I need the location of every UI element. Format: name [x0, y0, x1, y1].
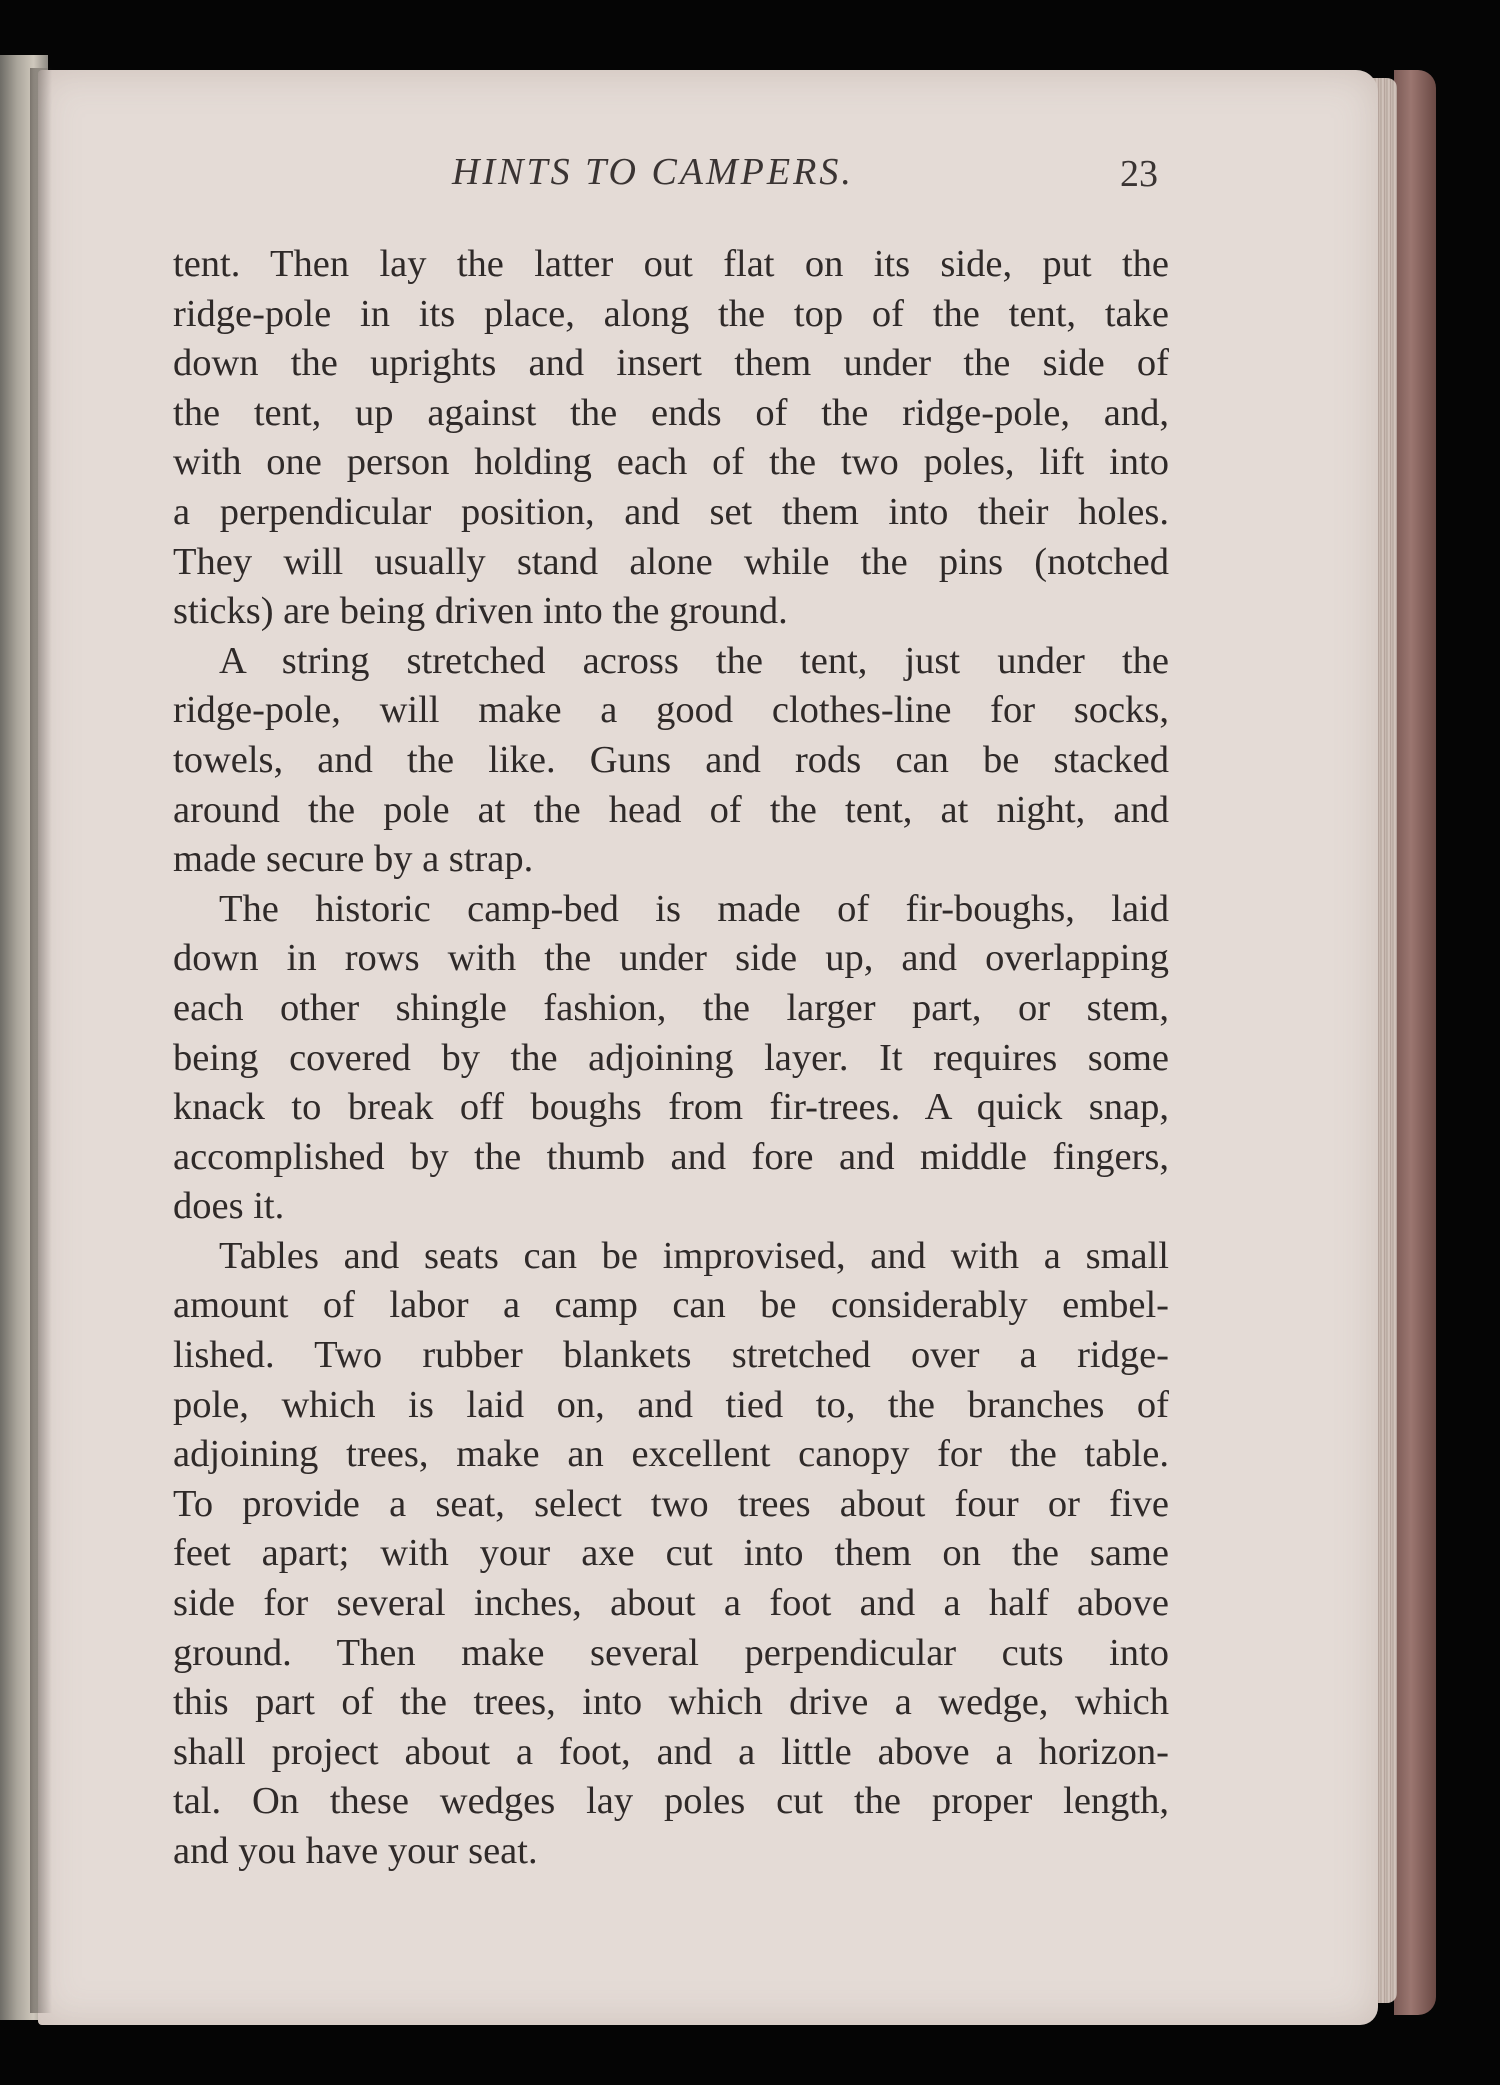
text-line: accomplished by the thumb and fore and middle fingers,: [173, 1135, 1169, 1178]
text-line: each other shingle fashion, the larger part, or stem,: [173, 986, 1169, 1029]
text-line: made secure by a strap.: [173, 838, 534, 881]
text-line: this part of the trees, into which drive a wedge, which: [173, 1681, 1169, 1724]
text-line: adjoining trees, make an excellent canopy for the table.: [173, 1433, 1169, 1476]
text-line: being covered by the adjoining layer. It requires some: [173, 1036, 1169, 1079]
text-line: tal. On these wedges lay poles cut the proper length,: [173, 1780, 1169, 1823]
text-line: the tent, up against the ends of the ridge-pole, and,: [173, 391, 1169, 434]
text-line: A string stretched across the tent, just under the: [219, 639, 1169, 682]
gutter-shadow: [30, 68, 52, 2013]
text-line: does it.: [173, 1185, 285, 1228]
text-line: with one person holding each of the two poles, lift into: [173, 441, 1169, 484]
text-line: down the uprights and insert them under the side of: [173, 342, 1169, 385]
text-line: knack to break off boughs from fir-trees. A quick snap,: [173, 1086, 1169, 1129]
text-line: feet apart; with your axe cut into them on the same: [173, 1532, 1169, 1575]
text-line: They will usually stand alone while the pins (notched: [173, 540, 1169, 583]
text-line: ridge-pole, will make a good clothes-line for socks,: [173, 689, 1169, 732]
text-line: and you have your seat.: [173, 1830, 538, 1872]
text-line: down in rows with the under side up, and overlapping: [173, 937, 1169, 980]
text-line: tent. Then lay the latter out flat on its side, put the: [173, 243, 1169, 285]
page-number: 23: [1120, 153, 1158, 195]
text-line: amount of labor a camp can be considerably embel-: [173, 1284, 1169, 1327]
text-line: side for several inches, about a foot and a half above: [173, 1582, 1169, 1625]
text-line: Tables and seats can be improvised, and with a small: [219, 1234, 1169, 1277]
text-line: around the pole at the head of the tent, at night, and: [173, 788, 1169, 831]
running-head: HINTS TO CAMPERS.: [452, 151, 854, 193]
text-line: lished. Two rubber blankets stretched over a ridge-: [173, 1334, 1169, 1377]
text-line: The historic camp-bed is made of fir-boughs, laid: [219, 887, 1169, 930]
text-line: shall project about a foot, and a little above a horizon-: [173, 1730, 1169, 1773]
text-line: pole, which is laid on, and tied to, the branches of: [173, 1383, 1169, 1426]
text-line: a perpendicular position, and set them into their holes.: [173, 490, 1169, 533]
body-text: [173, 240, 1169, 1877]
book-cover-edge: [1394, 70, 1436, 2015]
text-line: To provide a seat, select two trees about four or five: [173, 1482, 1169, 1525]
text-line: ground. Then make several perpendicular cuts into: [173, 1631, 1169, 1674]
text-line: ridge-pole in its place, along the top of the tent, take: [173, 292, 1169, 335]
text-line: sticks) are being driven into the ground.: [173, 590, 788, 633]
text-line: towels, and the like. Guns and rods can be stacked: [173, 738, 1169, 781]
